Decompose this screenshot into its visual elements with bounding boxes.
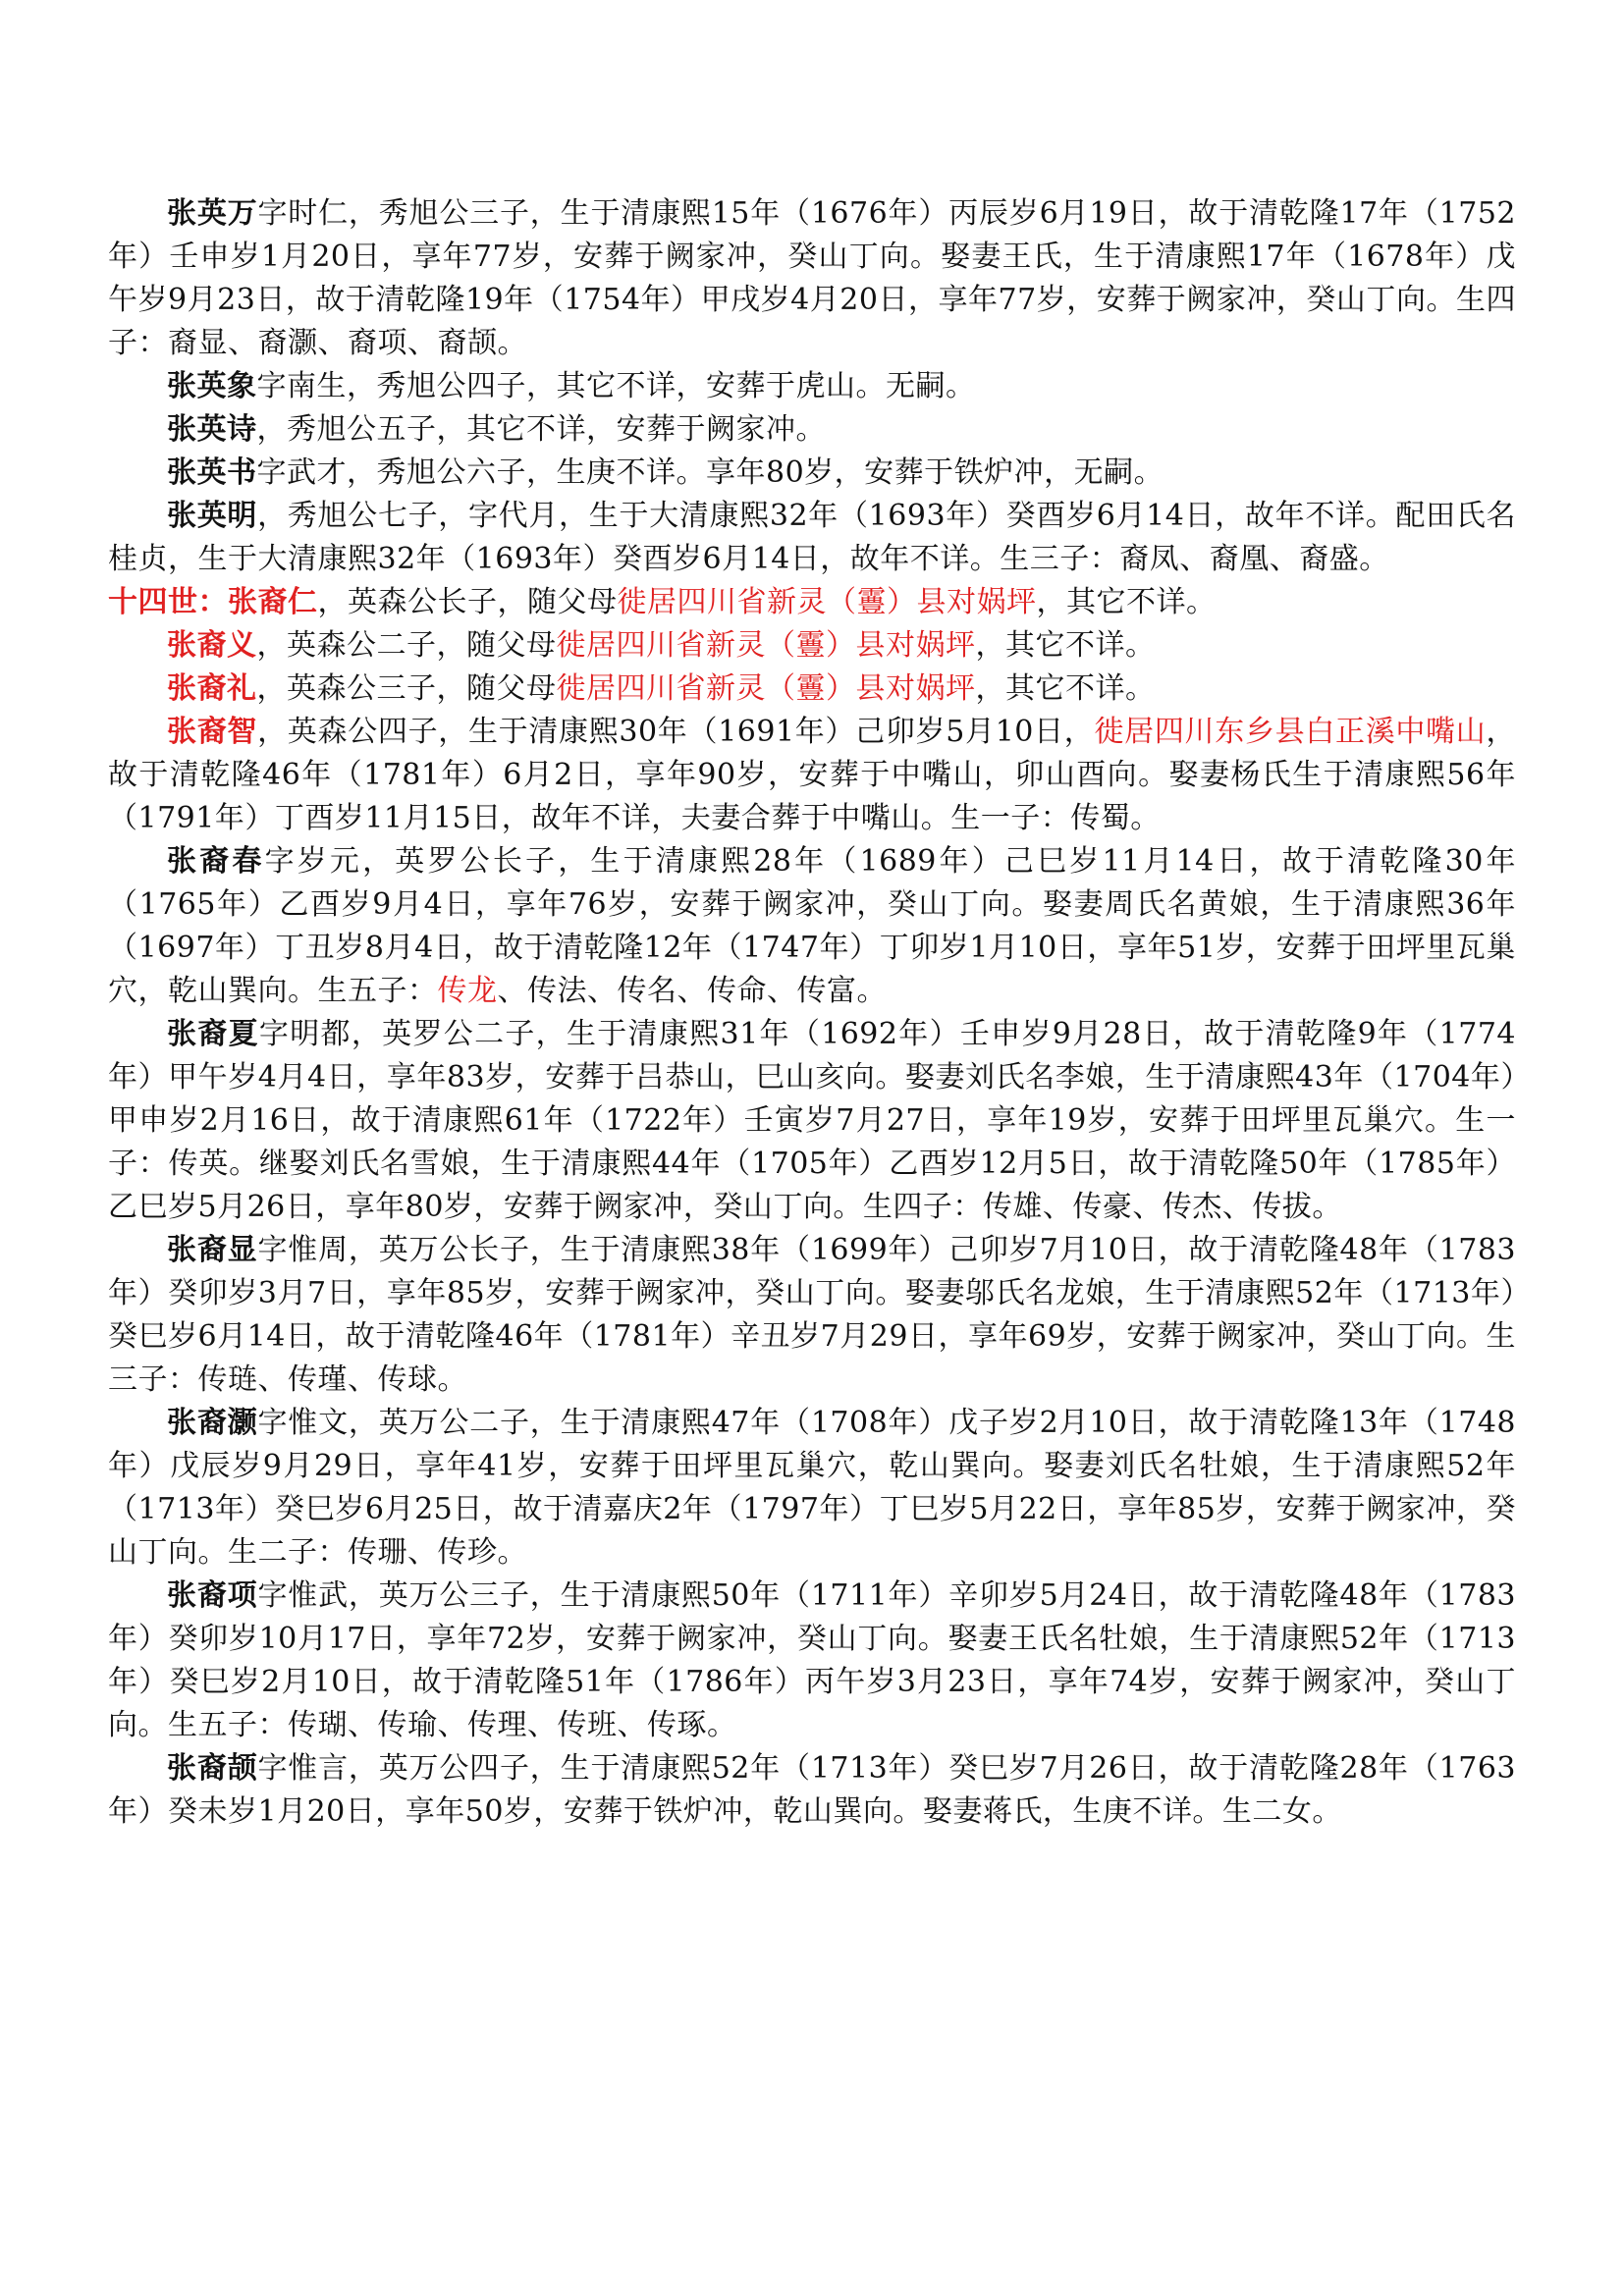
entry-text: ，英森公长子，随父母: [317, 585, 618, 619]
entry-zhang-yixiang: [108, 1575, 1516, 1747]
entry-text: 、传法、传名、传命、传富。: [497, 974, 887, 1008]
entry-zhang-yijie: [108, 1747, 1516, 1834]
person-name: 张英万: [167, 196, 258, 231]
entry-text: ，其它不详。: [975, 628, 1156, 663]
entry-zhang-yingxiang: [108, 365, 1516, 408]
entry-text: 字惟周，英万公长子，生于清康熙38年（1699年）己卯岁7月10日，故于清乾隆48年（1783年）癸卯岁3月7日，享年85岁，安葬于阙家冲，癸山丁向。娶妻邬氏名龙娘，生于清康熙52年（1713年）癸巳岁6月14日，故于清乾隆46年（1781年）辛丑岁7月29日，享年69岁，安葬于阙家冲，癸山丁向。生三子：传琏、传瑾、传球。: [108, 1233, 1516, 1397]
entry-zhang-yingshi: [108, 408, 1516, 452]
person-name: 张裔智: [167, 715, 258, 749]
genealogy-page: [108, 192, 1516, 1834]
entry-text: 字惟武，英万公三子，生于清康熙50年（1711年）辛卯岁5月24日，故于清乾隆48年（1783年）癸卯岁10月17日，享年72岁，安葬于阙家冲，癸山丁向。娶妻王氏名牡娘，生于清康熙52年（1713年）癸巳岁2月10日，故于清乾隆51年（1786年）丙午岁3月23日，享年74岁，安葬于阙家冲，癸山丁向。生五子：传瑚、传瑜、传理、传班、传琢。: [108, 1578, 1516, 1742]
entry-text: 字南生，秀旭公四子，其它不详，安葬于虎山。无嗣。: [256, 369, 976, 403]
person-name: 张裔仁: [228, 585, 318, 619]
entry-text: 字明都，英罗公二子，生于清康熙31年（1692年）壬申岁9月28日，故于清乾隆9年（1774年）甲午岁4月4日，享年83岁，安葬于吕恭山，巳山亥向。娶妻刘氏名李娘，生于清康熙43年（1704年）甲申岁2月16日，故于清康熙61年（1722年）壬寅岁7月27日，享年19岁，安葬于田坪里瓦巢穴。生一子：传英。继娶刘氏名雪娘，生于清康熙44年（1705年）乙酉岁12月5日，故于清乾隆50年（1785年）乙巳岁5月26日，享年80岁，安葬于阙家冲，癸山丁向。生四子：传雄、传豪、传杰、传拔。: [108, 1017, 1516, 1224]
entry-zhang-yixian: [108, 1229, 1516, 1402]
entry-text: ，英森公四子，生于清康熙30年（1691年）己卯岁5月10日，: [257, 715, 1095, 749]
person-name: 张裔夏: [167, 1017, 259, 1051]
migration-place: 徙居四川东乡县白正溪中嘴山: [1094, 715, 1487, 749]
entry-text: ，故于清乾隆46年（1781年）6月2日，享年90岁，安葬于中嘴山，卯山酉向。娶妻杨氏生于清康熙56年（1791年）丁酉岁11月15日，故年不详，夫妻合葬于中嘴山。生一子：传蜀。: [108, 715, 1517, 835]
person-name: 张裔灏: [167, 1406, 258, 1440]
generation-label: 十四世：: [108, 585, 228, 619]
entry-zhang-yili: [108, 667, 1516, 711]
person-name: 张裔颉: [167, 1751, 258, 1786]
migration-place: 徙居四川省新灵（霻）县对娲坪: [556, 671, 976, 706]
person-name: 张裔显: [167, 1233, 258, 1267]
entry-text: ，英森公二子，随父母: [256, 628, 557, 663]
entry-text: 字惟言，英万公四子，生于清康熙52年（1713年）癸巳岁7月26日，故于清乾隆28年（1763年）癸未岁1月20日，享年50岁，安葬于铁炉冲，乾山巽向。娶妻蒋氏，生庚不详。生二女。: [108, 1751, 1516, 1829]
entry-zhang-yiren: [108, 581, 1516, 624]
person-name: 张英象: [167, 369, 257, 403]
entry-zhang-yiyi: [108, 624, 1516, 667]
entry-text: 字时仁，秀旭公三子，生于清康熙15年（1676年）丙辰岁6月19日，故于清乾隆17年（1752年）壬申岁1月20日，享年77岁，安葬于阙家冲，癸山丁向。娶妻王氏，生于清康熙17年（1678年）戊午岁9月23日，故于清乾隆19年（1754年）甲戌岁4月20日，享年77岁，安葬于阙家冲，癸山丁向。生四子：裔显、裔灏、裔项、裔颉。: [108, 196, 1516, 360]
entry-text: ，其它不详。: [975, 671, 1156, 706]
highlighted-son: 传龙: [437, 974, 498, 1008]
person-name: 张裔义: [167, 628, 257, 663]
person-name: 张英书: [167, 455, 257, 490]
entry-text: 字惟文，英万公二子，生于清康熙47年（1708年）戊子岁2月10日，故于清乾隆13年（1748年）戊辰岁9月29日，享年41岁，安葬于田坪里瓦巢穴，乾山巽向。娶妻刘氏名牡娘，生于清康熙52年（1713年）癸巳岁6月25日，故于清嘉庆2年（1797年）丁巳岁5月22日，享年85岁，安葬于阙家冲，癸山丁向。生二子：传珊、传珍。: [108, 1406, 1516, 1570]
migration-place: 徙居四川省新灵（霻）县对娲坪: [556, 628, 976, 663]
entry-text: 字武才，秀旭公六子，生庚不详。享年80岁，安葬于铁炉冲，无嗣。: [256, 455, 1164, 490]
entry-text: ，秀旭公五子，其它不详，安葬于阙家冲。: [256, 412, 826, 447]
entry-zhang-yingwan: [108, 192, 1516, 365]
entry-zhang-yihao: [108, 1402, 1516, 1575]
entry-zhang-yixia: [108, 1013, 1516, 1229]
entry-text: ，秀旭公七子，字代月，生于大清康熙32年（1693年）癸酉岁6月14日，故年不详。配田氏名桂贞，生于大清康熙32年（1693年）癸酉岁6月14日，故年不详。生三子：裔凤、裔凰、裔盛。: [108, 499, 1517, 576]
person-name: 张英明: [167, 499, 258, 533]
entry-zhang-yizhi: [108, 711, 1516, 840]
person-name: 张裔项: [167, 1578, 258, 1613]
migration-place: 徙居四川省新灵（霻）县对娲坪: [617, 585, 1037, 619]
entry-zhang-yichun: [108, 840, 1516, 1013]
person-name: 张裔礼: [167, 671, 257, 706]
person-name: 张英诗: [167, 412, 257, 447]
entry-text: 字岁元，英罗公长子，生于清康熙28年（1689年）己巳岁11月14日，故于清乾隆30年（1765年）乙酉岁9月4日，享年76岁，安葬于阙家冲，癸山丁向。娶妻周氏名黄娘，生于清康熙36年（1697年）丁丑岁8月4日，故于清乾隆12年（1747年）丁卯岁1月10日，享年51岁，安葬于田坪里瓦巢穴，乾山巽向。生五子：: [108, 844, 1517, 1008]
entry-zhang-yingshu: [108, 452, 1516, 495]
entry-text: ，英森公三子，随父母: [256, 671, 557, 706]
person-name: 张裔春: [167, 844, 265, 879]
entry-text: ，其它不详。: [1036, 585, 1217, 619]
entry-zhang-yingming: [108, 495, 1516, 581]
